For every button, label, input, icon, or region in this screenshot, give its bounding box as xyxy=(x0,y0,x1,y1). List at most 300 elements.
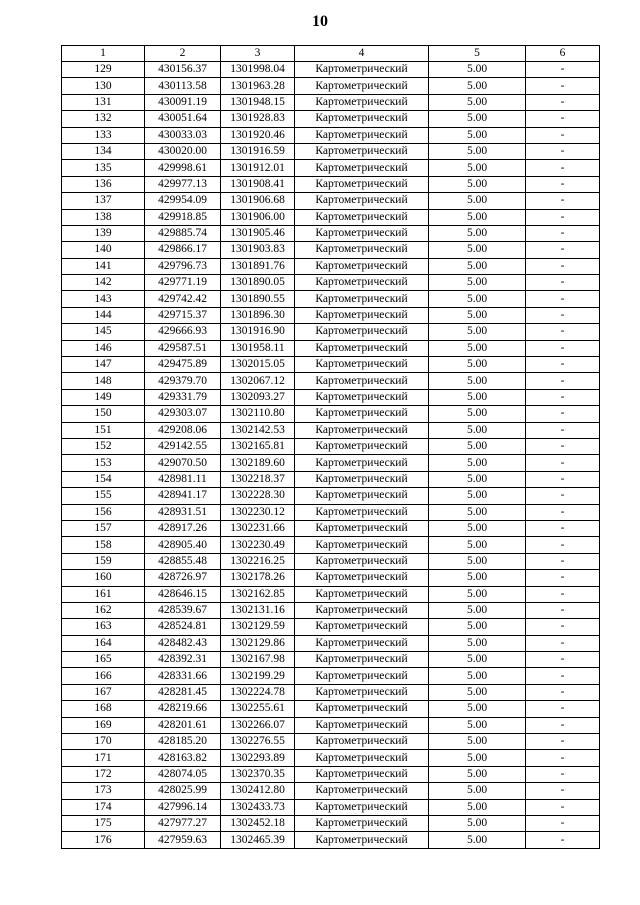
accuracy-cell: 5.00 xyxy=(429,520,526,536)
accuracy-cell: 5.00 xyxy=(429,619,526,635)
table-row xyxy=(62,209,600,225)
table-row xyxy=(62,668,600,684)
description-cell: - xyxy=(526,62,600,78)
y-coordinate-cell: 1301903.83 xyxy=(221,242,295,258)
y-coordinate-cell: 1302412.80 xyxy=(221,783,295,799)
table-header-row xyxy=(62,46,600,62)
x-coordinate-cell: 428917.26 xyxy=(145,520,221,536)
y-coordinate-cell: 1301912.01 xyxy=(221,160,295,176)
description-cell: - xyxy=(526,176,600,192)
description-cell: - xyxy=(526,799,600,815)
method-cell: Картометрический xyxy=(295,668,429,684)
x-coordinate-cell: 429379.70 xyxy=(145,373,221,389)
method-cell: Картометрический xyxy=(295,586,429,602)
accuracy-cell: 5.00 xyxy=(429,766,526,782)
method-cell: Картометрический xyxy=(295,275,429,291)
table-row xyxy=(62,799,600,815)
method-cell: Картометрический xyxy=(295,799,429,815)
method-cell: Картометрический xyxy=(295,783,429,799)
accuracy-cell: 5.00 xyxy=(429,258,526,274)
method-cell: Картометрический xyxy=(295,62,429,78)
accuracy-cell: 5.00 xyxy=(429,586,526,602)
method-cell: Картометрический xyxy=(295,717,429,733)
point-number-cell: 169 xyxy=(62,717,145,733)
method-cell: Картометрический xyxy=(295,619,429,635)
y-coordinate-cell: 1302165.81 xyxy=(221,438,295,454)
table-row xyxy=(62,78,600,94)
accuracy-cell: 5.00 xyxy=(429,78,526,94)
description-cell: - xyxy=(526,258,600,274)
accuracy-cell: 5.00 xyxy=(429,340,526,356)
point-number-cell: 161 xyxy=(62,586,145,602)
point-number-cell: 175 xyxy=(62,815,145,831)
point-number-cell: 154 xyxy=(62,471,145,487)
method-cell: Картометрический xyxy=(295,488,429,504)
y-coordinate-cell: 1302178.26 xyxy=(221,570,295,586)
description-cell: - xyxy=(526,701,600,717)
table-row xyxy=(62,455,600,471)
x-coordinate-cell: 428185.20 xyxy=(145,734,221,750)
accuracy-cell: 5.00 xyxy=(429,291,526,307)
accuracy-cell: 5.00 xyxy=(429,143,526,159)
x-coordinate-cell: 428074.05 xyxy=(145,766,221,782)
point-number-cell: 166 xyxy=(62,668,145,684)
point-number-cell: 148 xyxy=(62,373,145,389)
accuracy-cell: 5.00 xyxy=(429,94,526,110)
table-row xyxy=(62,373,600,389)
x-coordinate-cell: 429954.09 xyxy=(145,193,221,209)
table-row xyxy=(62,635,600,651)
method-cell: Картометрический xyxy=(295,635,429,651)
description-cell: - xyxy=(526,373,600,389)
x-coordinate-cell: 429208.06 xyxy=(145,422,221,438)
table-row xyxy=(62,438,600,454)
description-cell: - xyxy=(526,422,600,438)
y-coordinate-cell: 1301916.90 xyxy=(221,324,295,340)
x-coordinate-cell: 427996.14 xyxy=(145,799,221,815)
y-coordinate-cell: 1302228.30 xyxy=(221,488,295,504)
description-cell: - xyxy=(526,225,600,241)
point-number-cell: 149 xyxy=(62,389,145,405)
point-number-cell: 134 xyxy=(62,143,145,159)
point-number-cell: 147 xyxy=(62,357,145,373)
accuracy-cell: 5.00 xyxy=(429,307,526,323)
method-cell: Картометрический xyxy=(295,373,429,389)
method-cell: Картометрический xyxy=(295,127,429,143)
accuracy-cell: 5.00 xyxy=(429,635,526,651)
method-cell: Картометрический xyxy=(295,324,429,340)
description-cell: - xyxy=(526,111,600,127)
x-coordinate-cell: 430051.64 xyxy=(145,111,221,127)
y-coordinate-cell: 1302015.05 xyxy=(221,357,295,373)
method-cell: Картометрический xyxy=(295,160,429,176)
y-coordinate-cell: 1302255.61 xyxy=(221,701,295,717)
point-number-cell: 133 xyxy=(62,127,145,143)
accuracy-cell: 5.00 xyxy=(429,799,526,815)
accuracy-cell: 5.00 xyxy=(429,160,526,176)
x-coordinate-cell: 429331.79 xyxy=(145,389,221,405)
table-row xyxy=(62,340,600,356)
method-cell: Картометрический xyxy=(295,438,429,454)
method-cell: Картометрический xyxy=(295,570,429,586)
y-coordinate-cell: 1301905.46 xyxy=(221,225,295,241)
description-cell: - xyxy=(526,684,600,700)
point-number-cell: 156 xyxy=(62,504,145,520)
table-row xyxy=(62,406,600,422)
point-number-cell: 130 xyxy=(62,78,145,94)
method-cell: Картометрический xyxy=(295,340,429,356)
accuracy-cell: 5.00 xyxy=(429,570,526,586)
y-coordinate-cell: 1301890.05 xyxy=(221,275,295,291)
y-coordinate-cell: 1302293.89 xyxy=(221,750,295,766)
x-coordinate-cell: 429771.19 xyxy=(145,275,221,291)
accuracy-cell: 5.00 xyxy=(429,176,526,192)
column-header-2: 2 xyxy=(145,46,221,62)
point-number-cell: 137 xyxy=(62,193,145,209)
accuracy-cell: 5.00 xyxy=(429,324,526,340)
point-number-cell: 160 xyxy=(62,570,145,586)
method-cell: Картометрический xyxy=(295,815,429,831)
method-cell: Картометрический xyxy=(295,242,429,258)
description-cell: - xyxy=(526,783,600,799)
point-number-cell: 141 xyxy=(62,258,145,274)
accuracy-cell: 5.00 xyxy=(429,357,526,373)
x-coordinate-cell: 428482.43 xyxy=(145,635,221,651)
column-header-6: 6 xyxy=(526,46,600,62)
table-row xyxy=(62,586,600,602)
description-cell: - xyxy=(526,94,600,110)
method-cell: Картометрический xyxy=(295,307,429,323)
x-coordinate-cell: 429142.55 xyxy=(145,438,221,454)
y-coordinate-cell: 1301890.55 xyxy=(221,291,295,307)
table-row xyxy=(62,176,600,192)
x-coordinate-cell: 429866.17 xyxy=(145,242,221,258)
point-number-cell: 174 xyxy=(62,799,145,815)
y-coordinate-cell: 1302370.35 xyxy=(221,766,295,782)
table-row xyxy=(62,94,600,110)
accuracy-cell: 5.00 xyxy=(429,832,526,848)
description-cell: - xyxy=(526,78,600,94)
table-row xyxy=(62,357,600,373)
point-number-cell: 159 xyxy=(62,553,145,569)
method-cell: Картометрический xyxy=(295,176,429,192)
y-coordinate-cell: 1302129.59 xyxy=(221,619,295,635)
description-cell: - xyxy=(526,455,600,471)
method-cell: Картометрический xyxy=(295,111,429,127)
x-coordinate-cell: 428331.66 xyxy=(145,668,221,684)
point-number-cell: 132 xyxy=(62,111,145,127)
method-cell: Картометрический xyxy=(295,684,429,700)
point-number-cell: 140 xyxy=(62,242,145,258)
x-coordinate-cell: 428646.15 xyxy=(145,586,221,602)
method-cell: Картометрический xyxy=(295,422,429,438)
description-cell: - xyxy=(526,406,600,422)
table-row xyxy=(62,619,600,635)
accuracy-cell: 5.00 xyxy=(429,815,526,831)
y-coordinate-cell: 1302230.49 xyxy=(221,537,295,553)
description-cell: - xyxy=(526,324,600,340)
accuracy-cell: 5.00 xyxy=(429,193,526,209)
point-number-cell: 138 xyxy=(62,209,145,225)
table-row xyxy=(62,242,600,258)
description-cell: - xyxy=(526,127,600,143)
method-cell: Картометрический xyxy=(295,766,429,782)
description-cell: - xyxy=(526,832,600,848)
method-cell: Картометрический xyxy=(295,553,429,569)
table-row xyxy=(62,160,600,176)
point-number-cell: 176 xyxy=(62,832,145,848)
y-coordinate-cell: 1302224.78 xyxy=(221,684,295,700)
description-cell: - xyxy=(526,815,600,831)
x-coordinate-cell: 429070.50 xyxy=(145,455,221,471)
accuracy-cell: 5.00 xyxy=(429,488,526,504)
description-cell: - xyxy=(526,291,600,307)
method-cell: Картометрический xyxy=(295,225,429,241)
method-cell: Картометрический xyxy=(295,258,429,274)
table-row xyxy=(62,537,600,553)
method-cell: Картометрический xyxy=(295,832,429,848)
table-row xyxy=(62,389,600,405)
description-cell: - xyxy=(526,586,600,602)
y-coordinate-cell: 1302162.85 xyxy=(221,586,295,602)
x-coordinate-cell: 429715.37 xyxy=(145,307,221,323)
x-coordinate-cell: 429303.07 xyxy=(145,406,221,422)
table-row xyxy=(62,553,600,569)
description-cell: - xyxy=(526,242,600,258)
point-number-cell: 158 xyxy=(62,537,145,553)
accuracy-cell: 5.00 xyxy=(429,373,526,389)
table-row xyxy=(62,652,600,668)
point-number-cell: 167 xyxy=(62,684,145,700)
table-row xyxy=(62,750,600,766)
y-coordinate-cell: 1301998.04 xyxy=(221,62,295,78)
accuracy-cell: 5.00 xyxy=(429,734,526,750)
table-row xyxy=(62,275,600,291)
point-number-cell: 143 xyxy=(62,291,145,307)
x-coordinate-cell: 428163.82 xyxy=(145,750,221,766)
method-cell: Картометрический xyxy=(295,602,429,618)
description-cell: - xyxy=(526,340,600,356)
y-coordinate-cell: 1301906.00 xyxy=(221,209,295,225)
y-coordinate-cell: 1302230.12 xyxy=(221,504,295,520)
table-row xyxy=(62,504,600,520)
method-cell: Картометрический xyxy=(295,520,429,536)
y-coordinate-cell: 1301920.46 xyxy=(221,127,295,143)
accuracy-cell: 5.00 xyxy=(429,389,526,405)
table-row xyxy=(62,520,600,536)
y-coordinate-cell: 1301963.28 xyxy=(221,78,295,94)
point-number-cell: 152 xyxy=(62,438,145,454)
x-coordinate-cell: 429977.13 xyxy=(145,176,221,192)
x-coordinate-cell: 427959.63 xyxy=(145,832,221,848)
x-coordinate-cell: 430156.37 xyxy=(145,62,221,78)
point-number-cell: 173 xyxy=(62,783,145,799)
table-row xyxy=(62,701,600,717)
accuracy-cell: 5.00 xyxy=(429,127,526,143)
x-coordinate-cell: 428981.11 xyxy=(145,471,221,487)
description-cell: - xyxy=(526,734,600,750)
x-coordinate-cell: 428201.61 xyxy=(145,717,221,733)
x-coordinate-cell: 428931.51 xyxy=(145,504,221,520)
description-cell: - xyxy=(526,520,600,536)
point-number-cell: 172 xyxy=(62,766,145,782)
x-coordinate-cell: 429998.61 xyxy=(145,160,221,176)
column-header-5: 5 xyxy=(429,46,526,62)
point-number-cell: 162 xyxy=(62,602,145,618)
description-cell: - xyxy=(526,652,600,668)
y-coordinate-cell: 1301908.41 xyxy=(221,176,295,192)
description-cell: - xyxy=(526,389,600,405)
point-number-cell: 150 xyxy=(62,406,145,422)
table-row xyxy=(62,307,600,323)
y-coordinate-cell: 1302131.16 xyxy=(221,602,295,618)
y-coordinate-cell: 1302129.86 xyxy=(221,635,295,651)
accuracy-cell: 5.00 xyxy=(429,602,526,618)
table-row xyxy=(62,602,600,618)
x-coordinate-cell: 428855.48 xyxy=(145,553,221,569)
x-coordinate-cell: 428524.81 xyxy=(145,619,221,635)
x-coordinate-cell: 429918.85 xyxy=(145,209,221,225)
accuracy-cell: 5.00 xyxy=(429,668,526,684)
description-cell: - xyxy=(526,602,600,618)
method-cell: Картометрический xyxy=(295,750,429,766)
accuracy-cell: 5.00 xyxy=(429,717,526,733)
method-cell: Картометрический xyxy=(295,389,429,405)
y-coordinate-cell: 1302231.66 xyxy=(221,520,295,536)
method-cell: Картометрический xyxy=(295,406,429,422)
y-coordinate-cell: 1302110.80 xyxy=(221,406,295,422)
accuracy-cell: 5.00 xyxy=(429,275,526,291)
point-number-cell: 139 xyxy=(62,225,145,241)
method-cell: Картометрический xyxy=(295,652,429,668)
accuracy-cell: 5.00 xyxy=(429,537,526,553)
accuracy-cell: 5.00 xyxy=(429,652,526,668)
accuracy-cell: 5.00 xyxy=(429,455,526,471)
column-header-3: 3 xyxy=(221,46,295,62)
y-coordinate-cell: 1302433.73 xyxy=(221,799,295,815)
table-row xyxy=(62,766,600,782)
method-cell: Картометрический xyxy=(295,537,429,553)
y-coordinate-cell: 1301896.30 xyxy=(221,307,295,323)
point-number-cell: 157 xyxy=(62,520,145,536)
x-coordinate-cell: 429742.42 xyxy=(145,291,221,307)
method-cell: Картометрический xyxy=(295,701,429,717)
method-cell: Картометрический xyxy=(295,143,429,159)
description-cell: - xyxy=(526,553,600,569)
x-coordinate-cell: 428025.99 xyxy=(145,783,221,799)
x-coordinate-cell: 428726.97 xyxy=(145,570,221,586)
point-number-cell: 164 xyxy=(62,635,145,651)
accuracy-cell: 5.00 xyxy=(429,684,526,700)
accuracy-cell: 5.00 xyxy=(429,471,526,487)
description-cell: - xyxy=(526,160,600,176)
point-number-cell: 129 xyxy=(62,62,145,78)
method-cell: Картометрический xyxy=(295,94,429,110)
method-cell: Картометрический xyxy=(295,209,429,225)
description-cell: - xyxy=(526,635,600,651)
x-coordinate-cell: 429796.73 xyxy=(145,258,221,274)
table-row xyxy=(62,258,600,274)
description-cell: - xyxy=(526,750,600,766)
description-cell: - xyxy=(526,488,600,504)
x-coordinate-cell: 429885.74 xyxy=(145,225,221,241)
x-coordinate-cell: 428539.67 xyxy=(145,602,221,618)
x-coordinate-cell: 428281.45 xyxy=(145,684,221,700)
accuracy-cell: 5.00 xyxy=(429,438,526,454)
x-coordinate-cell: 427977.27 xyxy=(145,815,221,831)
table-row xyxy=(62,734,600,750)
y-coordinate-cell: 1302465.39 xyxy=(221,832,295,848)
accuracy-cell: 5.00 xyxy=(429,504,526,520)
accuracy-cell: 5.00 xyxy=(429,225,526,241)
method-cell: Картометрический xyxy=(295,471,429,487)
point-number-cell: 136 xyxy=(62,176,145,192)
method-cell: Картометрический xyxy=(295,504,429,520)
table-row xyxy=(62,62,600,78)
description-cell: - xyxy=(526,438,600,454)
description-cell: - xyxy=(526,717,600,733)
accuracy-cell: 5.00 xyxy=(429,209,526,225)
point-number-cell: 163 xyxy=(62,619,145,635)
x-coordinate-cell: 428392.31 xyxy=(145,652,221,668)
point-number-cell: 155 xyxy=(62,488,145,504)
y-coordinate-cell: 1302452.18 xyxy=(221,815,295,831)
table-row xyxy=(62,570,600,586)
description-cell: - xyxy=(526,766,600,782)
table-row xyxy=(62,471,600,487)
column-header-4: 4 xyxy=(295,46,429,62)
table-body xyxy=(62,62,600,849)
accuracy-cell: 5.00 xyxy=(429,750,526,766)
y-coordinate-cell: 1302199.29 xyxy=(221,668,295,684)
y-coordinate-cell: 1301958.11 xyxy=(221,340,295,356)
y-coordinate-cell: 1302218.37 xyxy=(221,471,295,487)
y-coordinate-cell: 1302266.07 xyxy=(221,717,295,733)
point-number-cell: 165 xyxy=(62,652,145,668)
description-cell: - xyxy=(526,504,600,520)
column-header-1: 1 xyxy=(62,46,145,62)
description-cell: - xyxy=(526,357,600,373)
y-coordinate-cell: 1302142.53 xyxy=(221,422,295,438)
table-row xyxy=(62,291,600,307)
point-number-cell: 131 xyxy=(62,94,145,110)
point-number-cell: 168 xyxy=(62,701,145,717)
y-coordinate-cell: 1301891.76 xyxy=(221,258,295,274)
method-cell: Картометрический xyxy=(295,193,429,209)
x-coordinate-cell: 430033.03 xyxy=(145,127,221,143)
y-coordinate-cell: 1302216.25 xyxy=(221,553,295,569)
y-coordinate-cell: 1302276.55 xyxy=(221,734,295,750)
x-coordinate-cell: 430113.58 xyxy=(145,78,221,94)
method-cell: Картометрический xyxy=(295,455,429,471)
point-number-cell: 170 xyxy=(62,734,145,750)
description-cell: - xyxy=(526,668,600,684)
table-row xyxy=(62,111,600,127)
accuracy-cell: 5.00 xyxy=(429,553,526,569)
table-row xyxy=(62,832,600,848)
x-coordinate-cell: 428219.66 xyxy=(145,701,221,717)
method-cell: Картометрический xyxy=(295,357,429,373)
table-row xyxy=(62,324,600,340)
table-row xyxy=(62,488,600,504)
point-number-cell: 142 xyxy=(62,275,145,291)
description-cell: - xyxy=(526,570,600,586)
method-cell: Картометрический xyxy=(295,291,429,307)
accuracy-cell: 5.00 xyxy=(429,62,526,78)
y-coordinate-cell: 1301906.68 xyxy=(221,193,295,209)
table-row xyxy=(62,127,600,143)
x-coordinate-cell: 429666.93 xyxy=(145,324,221,340)
